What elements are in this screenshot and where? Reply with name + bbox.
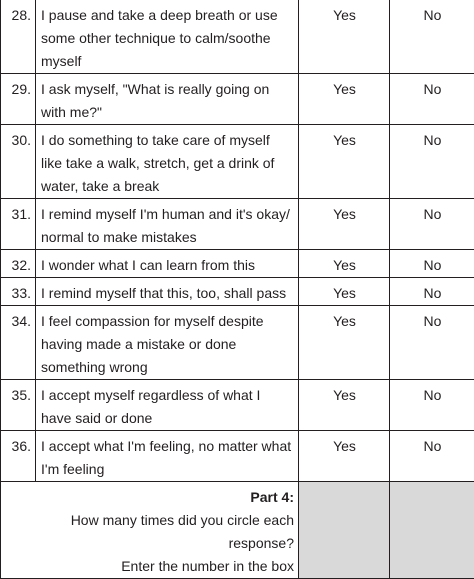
part-4-instruction: Enter the number in the box [6, 555, 294, 578]
table-row [1, 125, 474, 199]
item-text: I feel compassion for myself despite having made a mistake or done something wrong [36, 306, 299, 380]
table-row [1, 0, 474, 74]
item-number: 32. [1, 250, 36, 278]
no-option[interactable]: No [390, 0, 474, 74]
item-number: 28. [1, 0, 36, 74]
no-option[interactable]: No [390, 74, 474, 125]
item-text: I accept myself regardless of what I have said or done [36, 380, 299, 431]
yes-option[interactable]: Yes [299, 125, 390, 199]
yes-option[interactable]: Yes [299, 250, 390, 278]
no-count-box[interactable] [390, 482, 474, 579]
no-option[interactable]: No [390, 306, 474, 380]
item-text: I remind myself I'm human and it's okay/ normal to make mistakes [36, 199, 299, 250]
part-4-question: How many times did you circle each response? [6, 509, 294, 555]
yes-count-box[interactable] [299, 482, 390, 579]
yes-option[interactable]: Yes [299, 306, 390, 380]
item-text: I wonder what I can learn from this [36, 250, 299, 278]
table-row [1, 278, 474, 306]
table-row [1, 431, 474, 482]
part-4-title: Part 4: [6, 486, 294, 509]
table-row [1, 250, 474, 278]
table-row [1, 74, 474, 125]
item-text: I ask myself, "What is really going on with me?" [36, 74, 299, 125]
item-number: 36. [1, 431, 36, 482]
no-option[interactable]: No [390, 199, 474, 250]
item-text: I do something to take care of myself like take a walk, stretch, get a drink of water, take a break [36, 125, 299, 199]
table-row [1, 380, 474, 431]
no-option[interactable]: No [390, 380, 474, 431]
item-number: 34. [1, 306, 36, 380]
item-text: I accept what I'm feeling, no matter what I'm feeling [36, 431, 299, 482]
item-number: 30. [1, 125, 36, 199]
no-option[interactable]: No [390, 431, 474, 482]
yes-option[interactable]: Yes [299, 74, 390, 125]
yes-option[interactable]: Yes [299, 431, 390, 482]
item-number: 33. [1, 278, 36, 306]
item-number: 35. [1, 380, 36, 431]
yes-option[interactable]: Yes [299, 380, 390, 431]
part-4-instructions [1, 482, 299, 579]
no-option[interactable]: No [390, 125, 474, 199]
yes-option[interactable]: Yes [299, 0, 390, 74]
yes-option[interactable]: Yes [299, 199, 390, 250]
no-option[interactable]: No [390, 278, 474, 306]
no-option[interactable]: No [390, 250, 474, 278]
yes-option[interactable]: Yes [299, 278, 390, 306]
item-text: I pause and take a deep breath or use some other technique to calm/soothe myself [36, 0, 299, 74]
item-number: 29. [1, 74, 36, 125]
item-text: I remind myself that this, too, shall pass [36, 278, 299, 306]
table-row [1, 306, 474, 380]
part-4-row [1, 482, 474, 579]
table-row [1, 199, 474, 250]
item-number: 31. [1, 199, 36, 250]
